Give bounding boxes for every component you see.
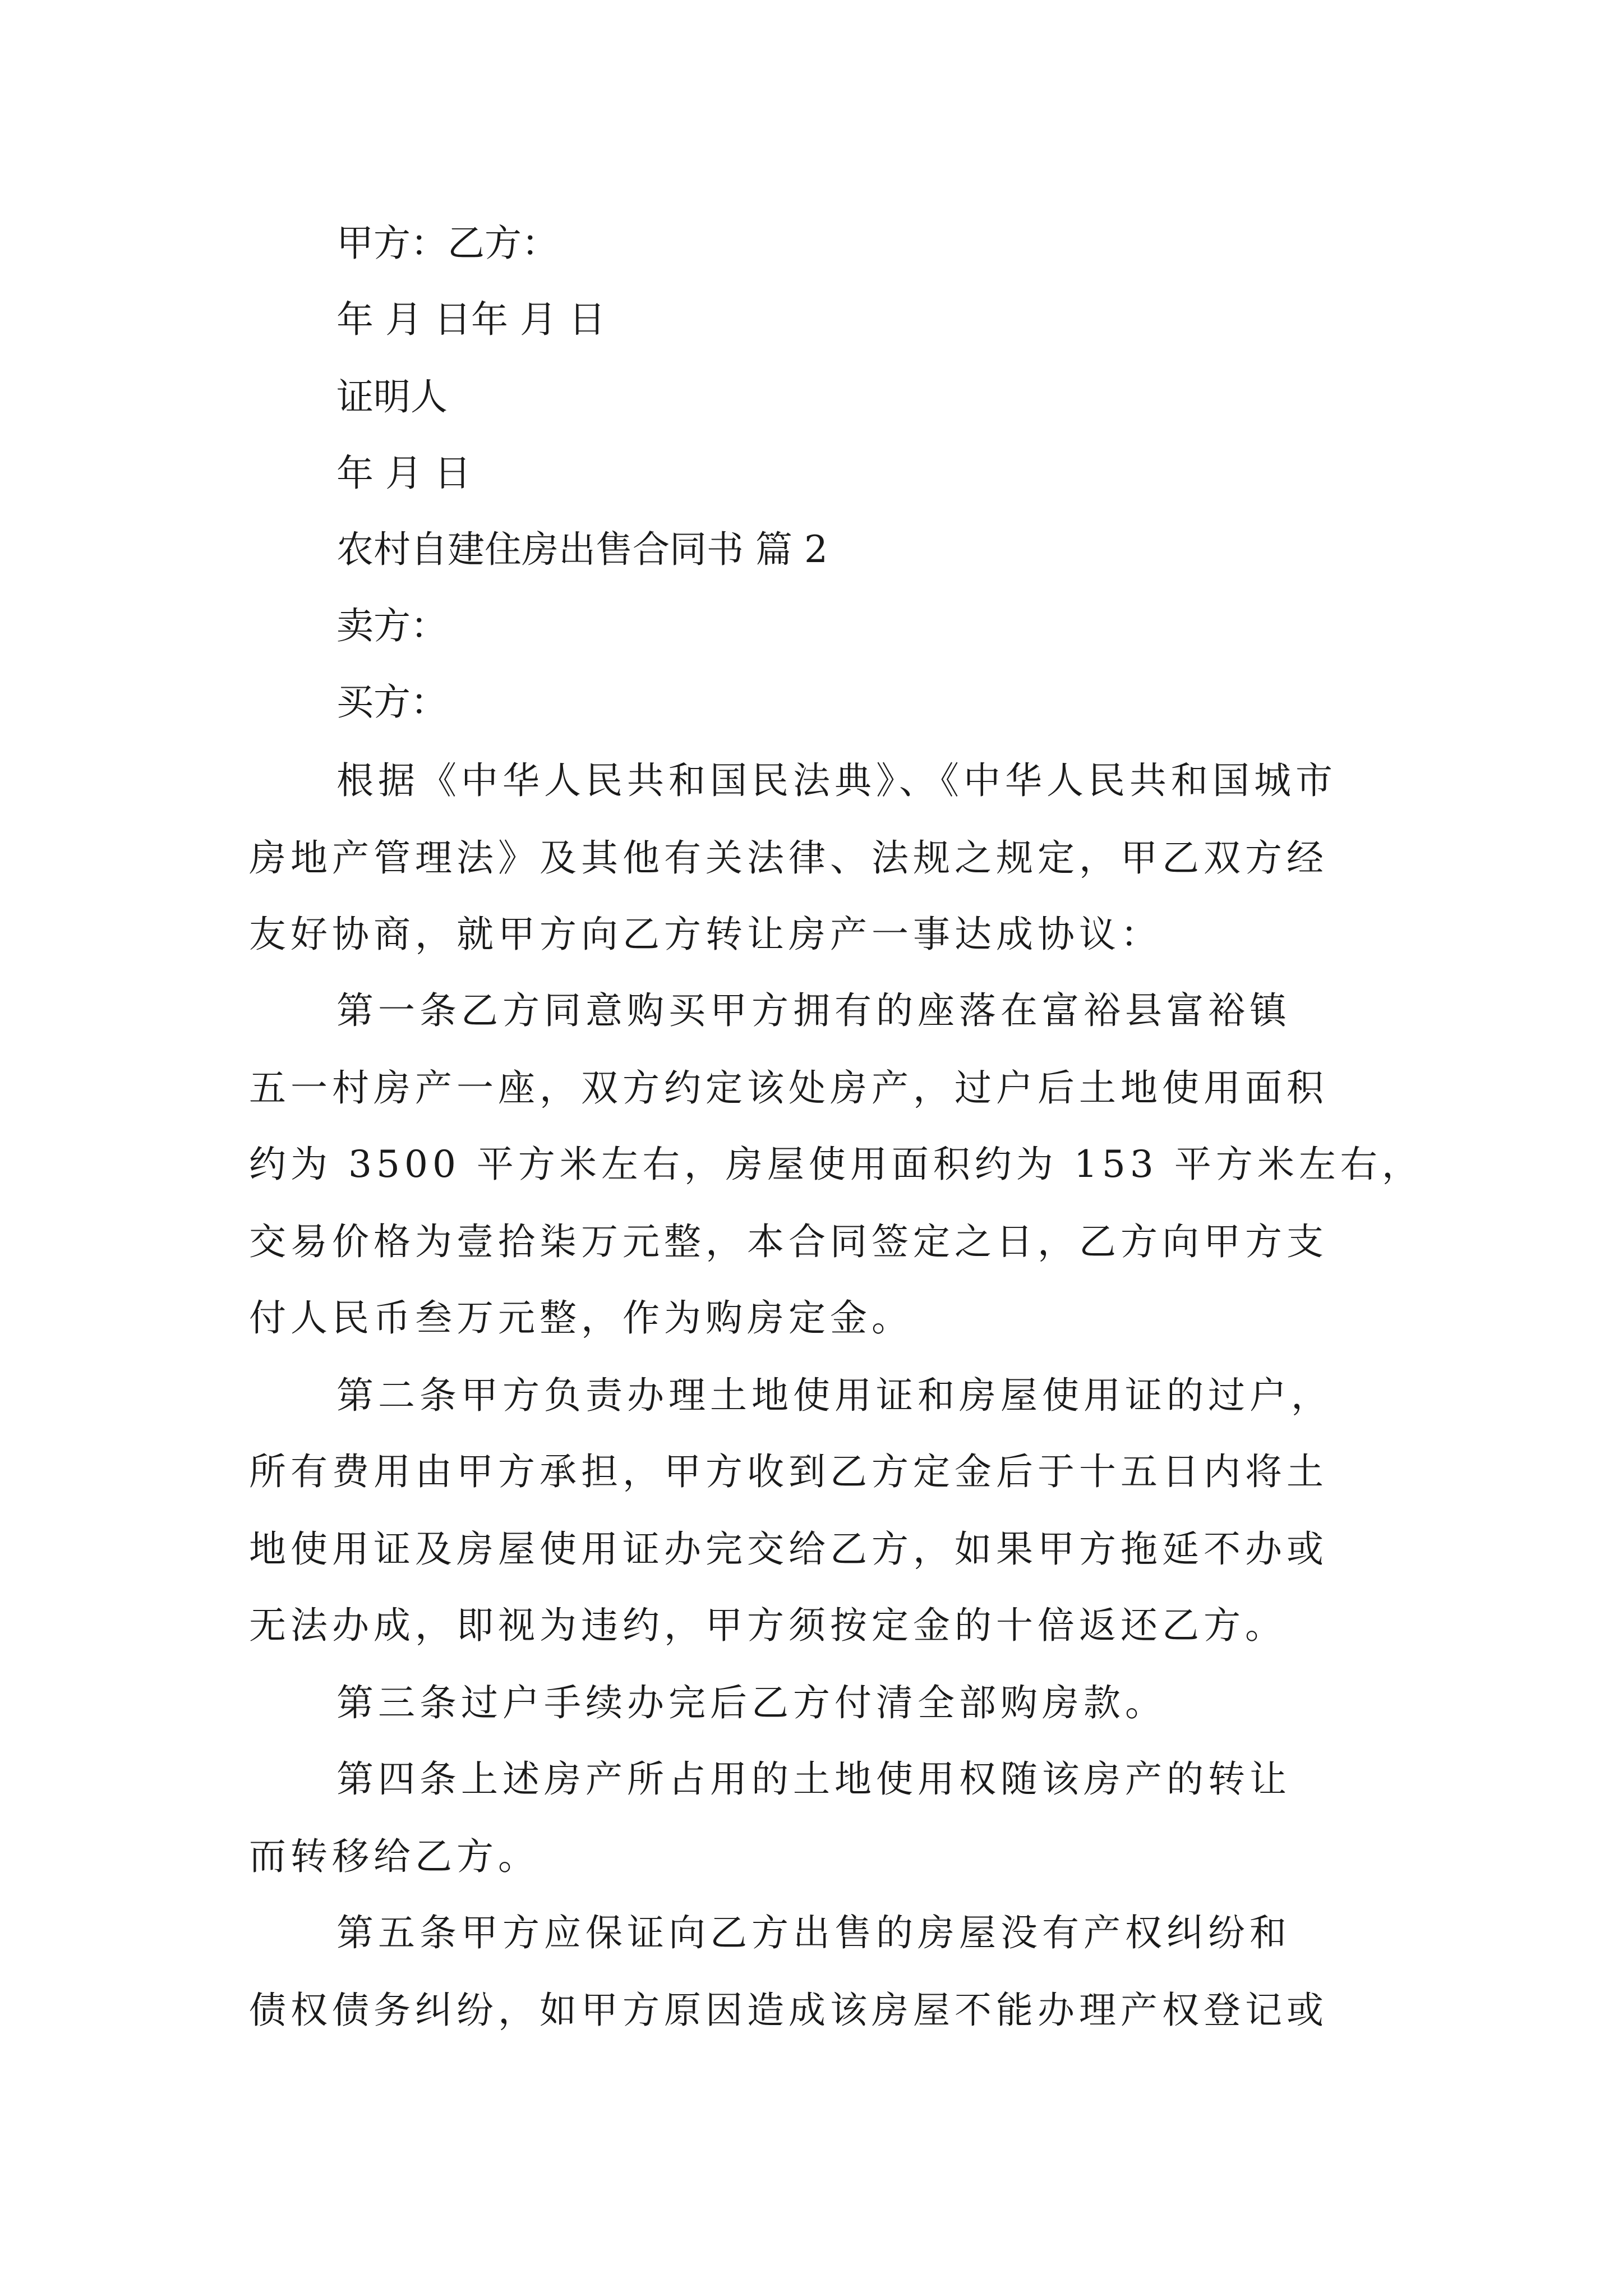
article-5-line-2: 债权债务纠纷，如甲方原因造成该房屋不能办理产权登记或	[249, 1989, 1328, 2032]
preamble-line-1: 根据《中华人民共和国民法典》、《中华人民共和国城市	[336, 759, 1337, 802]
signature-date-line: 年 月 日年 月 日	[336, 298, 606, 341]
article-1-line-2: 五一村房产一座，双方约定该处房产，过户后土地使用面积	[249, 1066, 1328, 1110]
witness-date-line: 年 月 日	[336, 452, 471, 495]
buyer-line: 买方：	[336, 680, 448, 724]
article-2-line-4: 无法办成，即视为违约，甲方须按定金的十倍返还乙方。	[249, 1604, 1287, 1647]
article-4-line-1: 第四条上述房产所占用的土地使用权随该房产的转让	[336, 1757, 1291, 1801]
article-2-line-1: 第二条甲方负责办理土地使用证和房屋使用证的过户，	[336, 1374, 1332, 1417]
article-1-line-1: 第一条乙方同意购买甲方拥有的座落在富裕县富裕镇	[336, 989, 1291, 1032]
article-1-line-5: 付人民币叁万元整，作为购房定金。	[249, 1296, 913, 1340]
article-2-line-2: 所有费用由甲方承担，甲方收到乙方定金后于十五日内将土	[249, 1450, 1328, 1493]
preamble-line-3: 友好协商，就甲方向乙方转让房产一事达成协议：	[249, 913, 1162, 956]
preamble-line-2: 房地产管理法》及其他有关法律、法规之规定，甲乙双方经	[249, 836, 1328, 880]
witness-line: 证明人	[336, 375, 448, 418]
article-5-line-1: 第五条甲方应保证向乙方出售的房屋没有产权纠纷和	[336, 1911, 1291, 1954]
article-2-line-3: 地使用证及房屋使用证办完交给乙方，如果甲方拖延不办或	[249, 1527, 1328, 1571]
section-heading: 农村自建住房出售合同书 篇 2	[336, 528, 828, 571]
article-3-line-1: 第三条过户手续办完后乙方付清全部购房款。	[336, 1681, 1166, 1724]
seller-line: 卖方：	[336, 604, 448, 647]
article-4-line-2: 而转移给乙方。	[249, 1835, 540, 1878]
article-1-line-3: 约为 3500 平方米左右，房屋使用面积约为 153 平方米左右，	[249, 1143, 1423, 1186]
signature-parties-line: 甲方：乙方：	[336, 222, 559, 265]
article-1-line-4: 交易价格为壹拾柒万元整，本合同签定之日，乙方向甲方支	[249, 1220, 1328, 1263]
